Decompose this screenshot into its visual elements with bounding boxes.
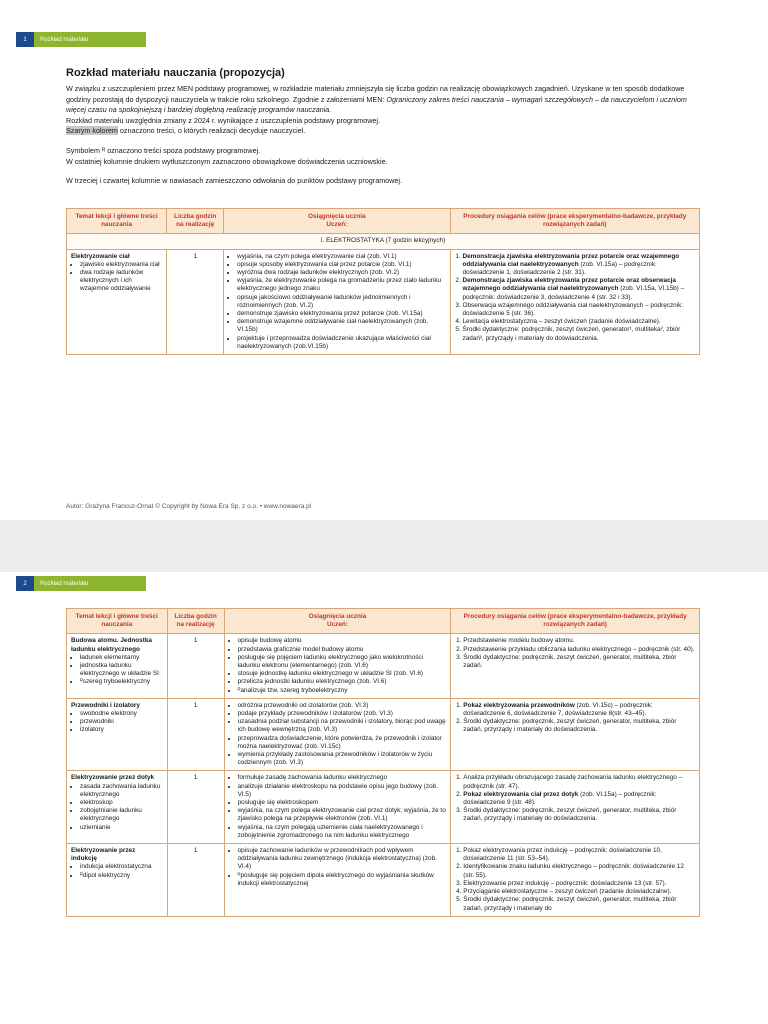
- plan-table-2: [66, 608, 700, 917]
- outcomes-list: [229, 702, 447, 768]
- procedure-item: [463, 847, 695, 863]
- procedures-list: [455, 637, 695, 670]
- outcomes-cell: [224, 771, 451, 844]
- topic-item: • jednostka ładunku elektrycznego w układzie SI: [80, 662, 163, 678]
- lesson-topic: Przewodniki i izolatory: [71, 701, 140, 709]
- table-row: [67, 771, 700, 844]
- procedure-item: [463, 718, 695, 734]
- procedure-text: Elektryzowanie przez indukcję – podręcznik: doświadczenie 13 (str. 57).: [463, 879, 667, 887]
- outcome-item: • formułuje zasadę zachowania ładunku elektrycznego: [238, 774, 447, 782]
- topic-cell: [67, 698, 168, 771]
- procedure-text: (zob. VI.15c) – podręcznik: doświadczenie 6, doświadczenie 7, doświadczenie 8(str. 43–45).: [463, 701, 653, 718]
- procedure-item: [463, 896, 695, 912]
- topic-items: [71, 710, 163, 735]
- intro-p6: W trzeciej i czwartej kolumnie w nawiasach zamieszczono odwołania do punktów podstawy programowej.: [66, 176, 402, 186]
- outcome-item: • odróżnia przewodniki od izolatorów (zob. VI.3): [238, 702, 447, 710]
- procedure-item: [463, 277, 696, 302]
- procedure-bold: Pokaz elektryzowania ciał przez dotyk: [463, 790, 579, 798]
- topic-item: • ᴿdipol elektryczny: [80, 872, 163, 880]
- procedures-list: [455, 774, 695, 823]
- procedure-item: [463, 646, 695, 654]
- topic-item: • swobodne elektrony: [80, 710, 163, 718]
- topic-cell: [67, 634, 168, 698]
- procedure-item: [463, 791, 695, 807]
- procedure-text: Lewitacja elektrostatyczna – zeszyt ćwiczeń (zadanie doświadczalne).: [462, 318, 661, 326]
- page-header-bar: [16, 32, 146, 47]
- procedure-text: Przedstawienie modelu budowy atomu.: [463, 637, 575, 645]
- topic-item: • ᴿszereg tryboelektryczny: [80, 678, 163, 686]
- outcome-item: • wyjaśnia, na czym polega elektryzowanie ciał przez dotyk; wyjaśnia, że to zjawisko polega na przepływie elektronów (zob. VI.1): [238, 807, 447, 823]
- col-header-procedures: Procedury osiągania celów (prace eksperymentalno-badawcze, przykłady rozwiązanych zadań): [450, 209, 700, 234]
- col-header-hours: Liczba godzin na realizację: [167, 609, 224, 634]
- procedure-item: [463, 807, 695, 823]
- outcome-item: • przelicza jednostki ładunku elektrycznego (zob. VI.6): [238, 678, 447, 686]
- plan-table-1: [66, 208, 700, 355]
- outcome-item: • demonstruje wzajemne oddziaływanie ciał naelektryzowanych (zob. VI.15b): [237, 318, 445, 334]
- procedure-item: [463, 253, 696, 278]
- header-label: Rozkład materiału: [40, 580, 89, 587]
- outcomes-list: [229, 774, 447, 840]
- col-header-topic: Temat lekcji i główne treści nauczania: [67, 209, 167, 234]
- procedure-item: [463, 880, 695, 888]
- procedure-item: [463, 637, 695, 645]
- procedure-item: [463, 774, 695, 790]
- outcomes-cell: [224, 634, 451, 698]
- outcome-item: • opisuje zachowanie ładunków w przewodnikach pod wpływem oddziaływania ładunku zewnętrznego (indukcja elektrostatyczna) (zob. VI.4): [238, 847, 447, 872]
- procedures-list: [455, 702, 695, 735]
- intro-text: [66, 84, 706, 187]
- hours-cell: 1: [167, 634, 224, 698]
- procedure-bold: Demonstracja zjawiska elektryzowania przez potarcie oraz obserwacja wzajemnego oddziaływania ciał naelektryzowanych: [462, 277, 676, 293]
- topic-item: • uziemianie: [80, 824, 163, 832]
- outcome-item: • wyjaśnia, na czym polega elektryzowanie ciał (zob. VI.1): [237, 253, 445, 261]
- procedures-cell: [451, 634, 700, 698]
- col-header-outcomes-text: Osiągnięcia ucznia Uczeń:: [308, 613, 367, 629]
- intro-p3b: oznaczono treści, o których realizacji decyduje nauczyciel.: [117, 126, 306, 136]
- lesson-topic: Elektryzowanie ciał: [71, 252, 130, 260]
- topic-item: • zasada zachowania ładunku elektrycznego: [80, 783, 163, 799]
- outcome-item: • opisuje jakościowo oddziaływanie ładunków jednoimiennych i różnoimiennych (zob. VI.2): [237, 294, 445, 310]
- outcome-item: • przeprowadza doświadczenie, które potwierdza, że przewodnik i izolator można naelektryzować (zob. VI.15c): [238, 735, 447, 751]
- procedures-cell: [451, 771, 700, 844]
- procedures-list: [455, 847, 695, 913]
- outcome-item: • wyjaśnia, na czym polegają uziemienie ciała naelektryzowanego i zobojętnienie zgromadzonego na nim ładunku elektrycznego: [238, 824, 447, 840]
- procedure-text: Środki dydaktyczne: podręcznik, zeszyt ćwiczeń, generator¹, multiteka², zbiór zadań³, przyrządy i materiały do doświadczenia.: [462, 326, 681, 342]
- procedure-text: Obserwacja wzajemnego oddziaływania ciał naelektryzowanych – podręcznik: doświadczenie 5 (str. 36).: [462, 301, 684, 318]
- topic-cell: [67, 844, 168, 917]
- col-header-outcomes: [224, 209, 450, 234]
- procedure-text: Przyciąganie elektrostatyczne – zeszyt ćwiczeń (zadanie doświadczalne).: [463, 888, 672, 896]
- procedure-text: Środki dydaktyczne: podręcznik, zeszyt ćwiczeń, generator, multiteka, zbiór zadań, przyrządy i materiały do doświadczenia.: [463, 718, 677, 734]
- outcomes-cell: [224, 249, 450, 354]
- procedure-text: Identyfikowanie znaku ładunku elektrycznego – podręcznik: doświadczenie 12 (str. 55).: [463, 863, 684, 879]
- outcome-item: • wymienia przykłady zastosowania przewodników i izolatorów w życiu codziennym (zob. VI.3): [238, 751, 447, 767]
- procedures-cell: [451, 698, 700, 771]
- lesson-topic: Elektryzowanie przez dotyk: [71, 774, 155, 782]
- outcome-item: • ᴿanalizuje tzw. szereg tryboelektryczny: [238, 687, 447, 695]
- outcome-item: • przedstawia graficznie model budowy atomu: [238, 646, 447, 654]
- procedure-item: [463, 654, 695, 670]
- outcome-item: • posługuje się pojęciem ładunku elektrycznego jako wielokrotności ładunku elektronu (elementarnego) (zob. VI.6): [238, 654, 447, 670]
- outcome-item: • projektuje i przeprowadza doświadczenie ukazujące właściwości ciał naelektryzowanych (zob.VI.15b): [237, 335, 445, 351]
- hours-cell: 1: [167, 698, 224, 771]
- procedure-text: Przedstawienie przykładu obliczania ładunku elektrycznego – podręcznik (str. 40).: [463, 645, 695, 653]
- page-number: 2: [16, 576, 34, 591]
- outcome-item: • analizuje działanie elektroskopu na podstawie opisu jego budowy (zob. VI.5): [238, 783, 447, 799]
- intro-p4: Symbolem ᴿ oznaczono treści spoza podstawy programowej.: [66, 145, 261, 155]
- document-title: Rozkład materiału nauczania (propozycja): [66, 67, 285, 79]
- hours-cell: 1: [167, 771, 224, 844]
- topic-cell: [67, 249, 167, 354]
- table-row: [67, 698, 700, 771]
- topic-item: • zobojętnianie ładunku elektrycznego: [80, 807, 163, 823]
- col-header-outcomes: [224, 609, 451, 634]
- procedures-cell: [451, 844, 700, 917]
- procedure-item: [463, 326, 696, 342]
- col-header-procedures: Procedury osiągania celów (prace eksperymentalno-badawcze, przykłady rozwiązanych zadań): [451, 609, 700, 634]
- procedure-item: [463, 702, 695, 718]
- procedure-text: Pokaz elektryzowania przez indukcję – podręcznik: doświadczenie 10, doświadczenie 11 (str. 53–54).: [463, 847, 662, 863]
- col-header-hours: Liczba godzin na realizację: [167, 209, 224, 234]
- outcome-item: • ᴿposługuje się pojęciem dipola elektrycznego do wyjaśniania skutków indukcji elektrostatycznej: [238, 872, 447, 888]
- outcome-item: • wyróżnia dwa rodzaje ładunków elektrycznych (zob. VI.2): [237, 269, 445, 277]
- col-header-topic: Temat lekcji i główne treści nauczania: [67, 609, 168, 634]
- page-gap: [0, 520, 768, 572]
- outcome-item: • demonstruje zjawisko elektryzowania przez potarcie (zob. VI.15a): [237, 310, 445, 318]
- procedure-text: Środki dydaktyczne: podręcznik, zeszyt ćwiczeń, generator, multiteka, zbiór zadań, przyrządy i materiały do: [463, 896, 677, 912]
- table-row: [67, 844, 700, 917]
- page-number: 1: [16, 32, 34, 47]
- intro-p5: W ostatniej kolumnie drukiem wytłuszczonym zaznaczono obowiązkowe doświadczenia uczniowskie.: [66, 156, 388, 166]
- section-title: I. ELEKTROSTATYKA (7 godzin lekcyjnych): [67, 234, 700, 249]
- procedure-text: (zob. VI.15a, VI.15b) – podręcznik: doświadczenie 3, doświadczenie 4 (str. 32 i 33).: [462, 285, 685, 301]
- topic-item: • dwa rodzaje ładunków elektrycznych i ich wzajemne oddziaływanie: [80, 269, 162, 294]
- outcome-item: • wyjaśnia, że elektryzowanie polega na gromadzeniu przez ciało ładunku elektrycznego jednego znaku: [237, 277, 445, 293]
- procedure-text: Środki dydaktyczne: podręcznik, zeszyt ćwiczeń, generator, multiteka, zbiór zadań, przyrządy i materiały do doświadczenia.: [463, 807, 677, 823]
- table-row: [67, 249, 700, 354]
- procedures-list: [455, 253, 696, 343]
- outcomes-cell: [224, 844, 451, 917]
- intro-p1a: W związku z uszczupleniem przez MEN podstawy programowej, w rozkładzie materiału zmniejszyła się liczba godzin na realizację obowiązkowych zagadnień. Uzyskane w ten sposób dodatkowe godziny pozostają do dyspozycji nauczyciela w trakcie roku szkolnego. Zgodnie z założeniami MEN:: [66, 84, 685, 104]
- procedure-text: Analiza przykładu obrazującego zasadę zachowania ładunku elektrycznego – podręcznik (str. 47).: [463, 774, 683, 790]
- outcome-item: • opisuje sposoby elektryzowania ciał przez potarcie (zob. VI.1): [237, 261, 445, 269]
- topic-item: • przewodniki: [80, 718, 163, 726]
- header-label: Rozkład materiału: [40, 36, 89, 43]
- page-2: [0, 572, 768, 1024]
- lesson-topic: Elektryzowanie przez indukcję: [71, 847, 136, 863]
- outcomes-list: [228, 253, 445, 351]
- procedure-text: (zob. VI.15a) – podręcznik: doświadczenie 1, doświadczenie 2 (str. 31).: [462, 260, 657, 277]
- intro-p1b: Ograniczony zakres treści nauczania – wymagań szczegółowych – da nauczycielom i uczniom więcej czasu na spokojniejszą i bardziej dogłębną realizację programów nauczania.: [66, 94, 687, 115]
- grey-highlight: Szarym kolorem: [66, 126, 118, 136]
- procedure-text: (zob. VI.15a) – podręcznik: doświadczenie 9 (str. 48).: [463, 790, 657, 807]
- hours-cell: 1: [167, 844, 224, 917]
- outcome-item: • stosuje jednostkę ładunku elektrycznego w układzie SI (zob. VI.6): [238, 670, 447, 678]
- outcome-item: • uzasadnia podział substancji na przewodniki i izolatory, biorąc pod uwagę ich budowę wewnętrzną (zob. VI.3): [238, 718, 447, 734]
- procedure-bold: Demonstracja zjawiska elektryzowania przez potarcie oraz wzajemnego oddziaływania ciał naelektryzowanych: [462, 252, 680, 268]
- topic-items: [71, 261, 162, 294]
- topic-items: [71, 654, 163, 687]
- col-header-outcomes-text: Osiągnięcia ucznia Uczeń:: [308, 213, 366, 229]
- topic-item: • izolatory: [80, 726, 163, 734]
- procedure-item: [463, 302, 696, 318]
- outcomes-list: [229, 637, 447, 694]
- procedures-cell: [450, 249, 700, 354]
- procedure-text: Środki dydaktyczne: podręcznik, zeszyt ćwiczeń, generator, multiteka, zbiór zadań.: [463, 653, 677, 670]
- topic-cell: [67, 771, 168, 844]
- topic-item: • elektroskop: [80, 799, 163, 807]
- outcome-item: • podaje przykłady przewodników i izolatorów (zob. VI.3): [238, 710, 447, 718]
- hours-cell: 1: [167, 249, 224, 354]
- outcomes-list: [229, 847, 447, 888]
- outcomes-cell: [224, 698, 451, 771]
- procedure-bold: Pokaz elektryzowania przewodników: [463, 701, 575, 709]
- footer-copyright: Autor: Grażyna Francuz-Ornat © Copyright by Nowa Era Sp. z o.o. • www.nowaera.pl: [66, 503, 312, 510]
- outcome-item: • posługuje się elektroskopem: [238, 799, 447, 807]
- intro-p2: Rozkład materiału uwzględnia zmiany z 2024 r. wynikające z uszczuplenia podstawy programowej.: [66, 115, 381, 125]
- topic-item: • zjawisko elektryzowania ciał: [80, 261, 162, 269]
- page-header-bar: [16, 576, 146, 591]
- topic-item: • ładunek elementarny: [80, 654, 163, 662]
- topic-items: [71, 783, 163, 832]
- procedure-item: [463, 863, 695, 879]
- topic-item: • indukcja elektrostatyczna: [80, 863, 163, 871]
- lesson-topic: Budowa atomu. Jednostka ładunku elektrycznego: [71, 637, 152, 653]
- outcome-item: • opisuje budowę atomu: [238, 637, 447, 645]
- table-row: [67, 634, 700, 698]
- topic-items: [71, 863, 163, 879]
